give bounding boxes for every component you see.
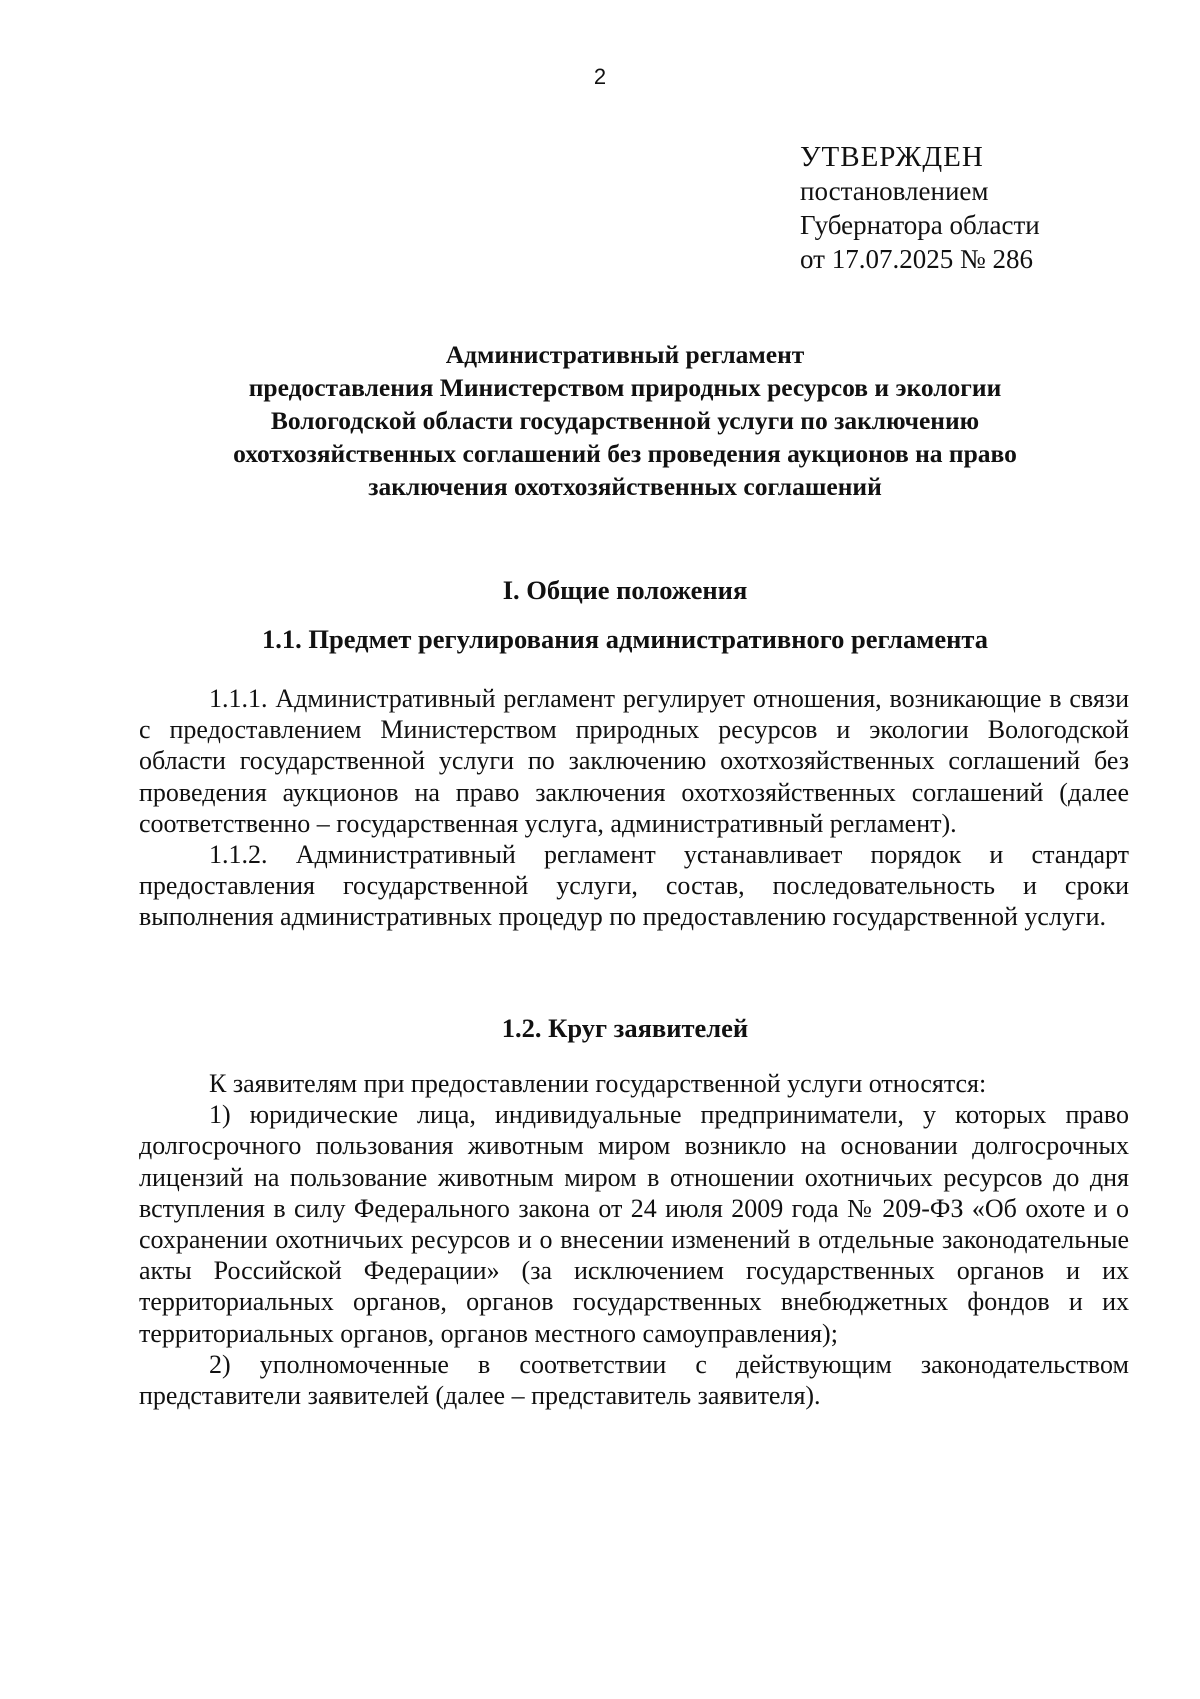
paragraph-applicants-item-2: 2) уполномоченные в соответствии с действующим законодательством представители заявителей (далее – представитель заявителя).: [139, 1349, 1129, 1411]
page-number: 2: [593, 64, 607, 89]
paragraph-applicants-intro: К заявителям при предоставлении государственной услуги относятся:: [209, 1069, 987, 1098]
paragraph-1-1-1: 1.1.1. Административный регламент регулирует отношения, возникающие в связи с предоставлением Министерством природных ресурсов и экологии Вологодской области государственной услуги по заключению охотхозяйственных соглашений без проведения аукционов на право заключения охотхозяйственных соглашений (далее соответственно – государственная услуга, административный регламент).: [139, 684, 1129, 838]
title-line: заключения охотхозяйственных соглашений: [368, 472, 882, 501]
title-line: предоставления Министерством природных ресурсов и экологии: [248, 373, 1002, 402]
title-line: Вологодской области государственной услуги по заключению: [270, 406, 980, 435]
approval-date-number: от 17.07.2025 № 286: [800, 244, 1033, 274]
approval-heading: УТВЕРЖДЕН: [800, 141, 984, 173]
approval-line: постановлением: [800, 176, 989, 206]
subsection-heading-subject: 1.1. Предмет регулирования административного регламента: [262, 624, 988, 654]
subsection-1-2-body: [139, 1068, 1129, 1411]
title-line: охотхозяйственных соглашений без проведения аукционов на право: [233, 439, 1017, 468]
approval-stamp: [800, 140, 1160, 276]
section-heading-general: I. Общие положения: [502, 575, 748, 605]
title-line: Административный регламент: [445, 340, 805, 369]
document-title: [130, 338, 1120, 503]
paragraph-1-1-2: 1.1.2. Административный регламент устанавливает порядок и стандарт предоставления государственной услуги, состав, последовательность и сроки выполнения административных процедур по предоставлению государственной услуги.: [139, 840, 1129, 932]
approval-line: Губернатора области: [800, 210, 1040, 240]
paragraph-applicants-item-1: 1) юридические лица, индивидуальные предприниматели, у которых право долгосрочного пользования животным миром возникло на основании долгосрочных лицензий на пользование животным миром в отношении охотничьих ресурсов до дня вступления в силу Федерального закона от 24 июля 2009 года № 209-ФЗ «Об охоте и о сохранении охотничьих ресурсов и о внесении изменений в отдельные законодательные акты Российской Федерации» (за исключением государственных органов и их территориальных органов, органов государственных внебюджетных фондов и их территориальных органов, органов местного самоуправления);: [139, 1100, 1129, 1348]
subsection-1-1-body: [139, 683, 1129, 933]
subsection-heading-applicants: 1.2. Круг заявителей: [501, 1013, 749, 1043]
